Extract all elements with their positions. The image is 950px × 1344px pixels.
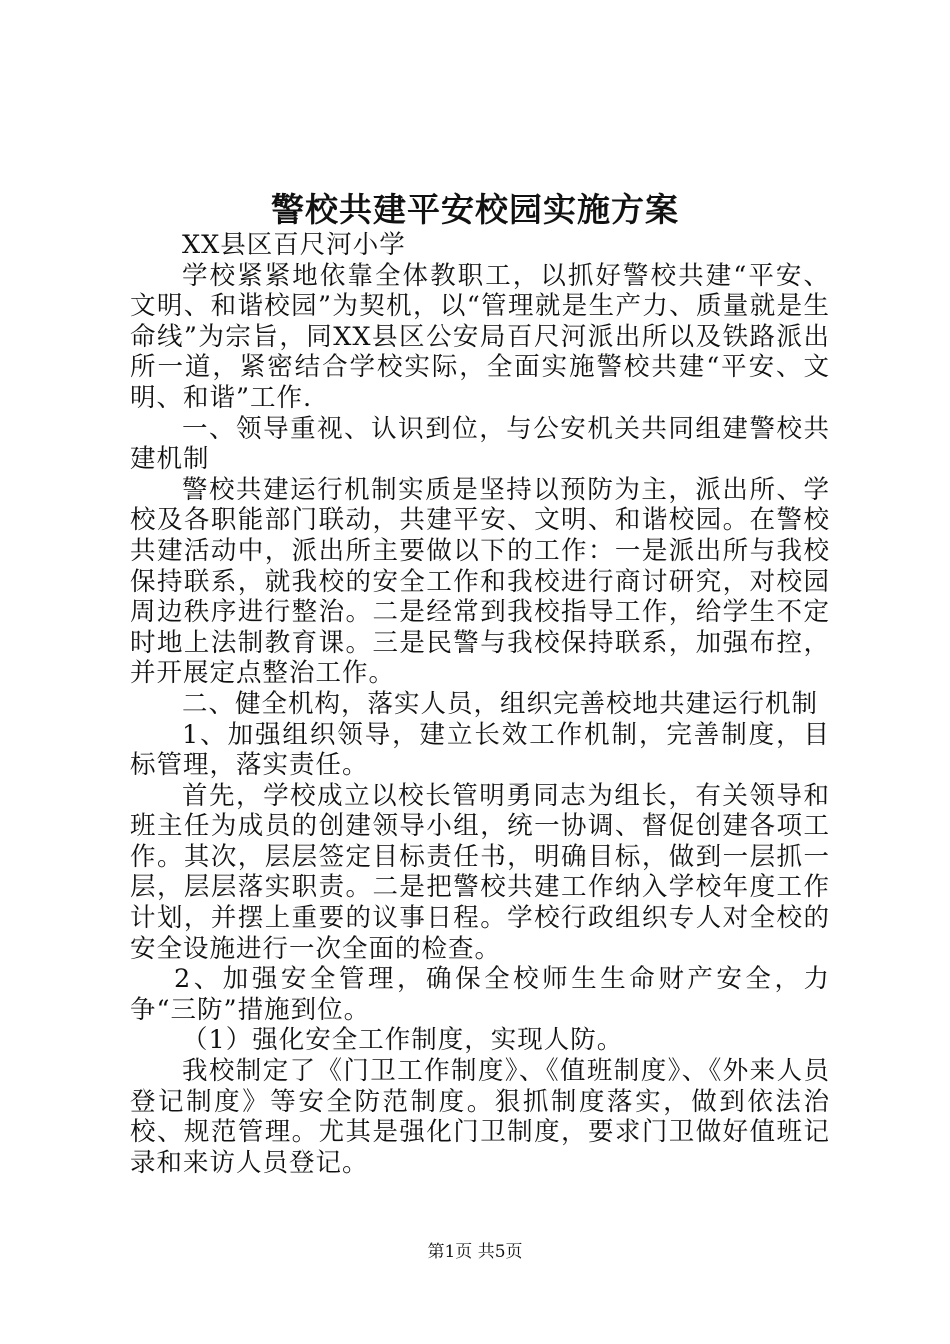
body-paragraph: 警校共建运行机制实质是坚持以预防为主，派出所、学校及各职能部门联动，共建平安、文明、和谐校园。在警校共建活动中，派出所主要做以下的工作：一是派出所与我校保持联系，就我校的安全工作和我校进行商讨研究，对校园周边秩序进行整治。二是经常到我校指导工作，给学生不定时地上法制教育课。三是民警与我校保持联系，加强布控，并开展定点整治工作。 (130, 474, 830, 689)
school-name: XX县区百尺河小学 (182, 230, 406, 260)
subsection-heading-1: 1、加强组织领导，建立长效工作机制，完善制度，目标管理，落实责任。 (130, 719, 830, 781)
subsection-heading-2: 2、加强安全管理，确保全校师生生命财产安全，力争“三防”措施到位。 (130, 964, 830, 1025)
page-footer: 第1页 共5页 (427, 1242, 523, 1262)
item-heading-1: （1）强化安全工作制度，实现人防。 (182, 1025, 624, 1056)
document-title: 警校共建平安校园实施方案 (271, 190, 679, 229)
document-body (130, 230, 830, 1178)
section-heading-1: 一、领导重视、认识到位，与公安机关共同组建警校共建机制 (130, 413, 830, 475)
body-paragraph: 首先，学校成立以校长管明勇同志为组长，有关领导和班主任为成员的创建领导小组，统一协调、督促创建各项工作。其次，层层签定目标责任书，明确目标，做到一层抓一层，层层落实职责。二是把警校共建工作纳入学校年度工作计划，并摆上重要的议事日程。学校行政组织专人对全校的安全设施进行一次全面的检查。 (130, 780, 830, 964)
section-heading-2: 二、健全机构，落实人员，组织完善校地共建运行机制 (182, 688, 819, 719)
body-paragraph: 我校制定了《门卫工作制度》、《值班制度》、《外来人员登记制度》等安全防范制度。狠抓制度落实，做到依法治校、规范管理。尤其是强化门卫制度，要求门卫做好值班记录和来访人员登记。 (130, 1056, 830, 1178)
intro-paragraph: 学校紧紧地依靠全体教职工，以抓好警校共建“平安、文明、和谐校园”为契机，以“管理就是生产力、质量就是生命线”为宗旨，同XX县区公安局百尺河派出所以及铁路派出所一道，紧密结合学校实际，全面实施警校共建“平安、文明、和谐”工作. (130, 260, 830, 413)
